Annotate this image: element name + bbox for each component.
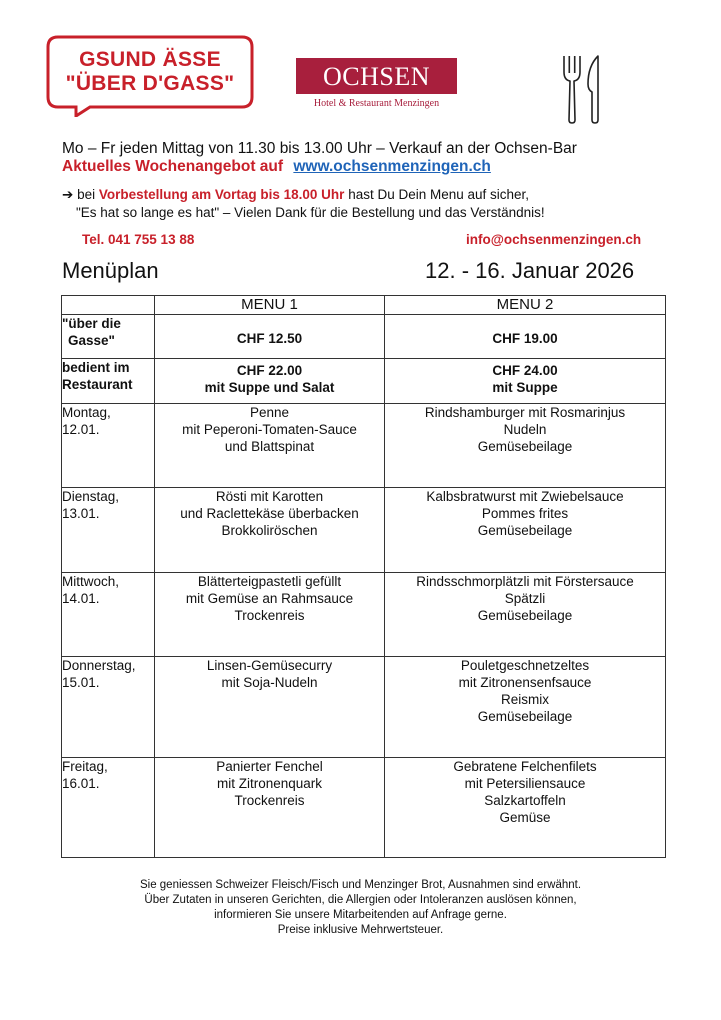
price-menu2: CHF 24.00 mit Suppe <box>385 359 666 404</box>
menu2-dish: Rindshamburger mit Rosmarinjus Nudeln Gemüsebeilage <box>385 404 666 488</box>
menu2-dish: Kalbsbratwurst mit Zwiebelsauce Pommes frites Gemüsebeilage <box>385 488 666 573</box>
gsund-aesse-badge <box>46 35 254 113</box>
day-cell: Dienstag, 13.01. <box>62 488 155 573</box>
fork-knife-icon <box>560 54 604 129</box>
price-menu2: CHF 19.00 <box>385 315 666 359</box>
preorder-note <box>62 187 529 203</box>
menu1-header: MENU 1 <box>155 296 385 315</box>
menu2-dish: Rindsschmorplätzli mit Förstersauce Spätzli Gemüsebeilage <box>385 573 666 657</box>
menu2-header: MENU 2 <box>385 296 666 315</box>
opening-hours: Mo – Fr jeden Mittag von 11.30 bis 13.00 Uhr – Verkauf an der Ochsen-Bar <box>62 140 577 157</box>
day-cell: Montag, 12.01. <box>62 404 155 488</box>
footer-line: Preise inklusive Mehrwertsteuer. <box>277 924 444 936</box>
page-title: Menüplan <box>62 258 159 283</box>
menu1-dish: Blätterteigpastetli gefüllt mit Gemüse an Rahmsauce Trockenreis <box>155 573 385 657</box>
price-menu1: CHF 12.50 <box>155 315 385 359</box>
price-menu1: CHF 22.00 mit Suppe und Salat <box>155 359 385 404</box>
price-row-restaurant <box>62 359 666 404</box>
table-row <box>62 488 666 573</box>
preorder-text1: bei <box>77 187 96 202</box>
menu2-dish: Pouletgeschnetzeltes mit Zitronensenfsauce Reismix Gemüsebeilage <box>385 657 666 758</box>
logo-subtitle: Hotel & Restaurant Menzingen <box>313 98 440 109</box>
table-row <box>62 657 666 758</box>
footer-line: Sie geniessen Schweizer Fleisch/Fisch und Menzinger Brot, Ausnahmen sind erwähnt. <box>139 879 582 891</box>
website-link[interactable]: www.ochsenmenzingen.ch <box>293 158 491 175</box>
footer-note <box>0 878 721 938</box>
logo-name: OCHSEN <box>296 58 457 94</box>
badge-line2: "ÜBER D'GASS" <box>65 72 235 95</box>
weekly-offer <box>62 158 491 176</box>
preorder-text2: hast Du Dein Menu auf sicher, <box>348 187 530 202</box>
day-cell: Donnerstag, 15.01. <box>62 657 155 758</box>
menu1-dish: Linsen-Gemüsecurry mit Soja-Nudeln <box>155 657 385 758</box>
price-label: bedient im Restaurant <box>62 359 155 404</box>
footer-line: Über Zutaten in unseren Gerichten, die Allergien oder Intoleranzen auslösen können, <box>144 894 577 906</box>
menu1-dish: Rösti mit Karotten und Raclettekäse überbacken Brokkoliröschen <box>155 488 385 573</box>
menu1-dish: Penne mit Peperoni-Tomaten-Sauce und Blattspinat <box>155 404 385 488</box>
table-row <box>62 404 666 488</box>
menu-table <box>61 295 666 858</box>
price-label: "über die Gasse" <box>62 315 155 359</box>
thanks-note: "Es hat so lange es hat" – Vielen Dank für die Bestellung und das Verständnis! <box>76 205 545 220</box>
price-row-takeaway <box>62 315 666 359</box>
table-header <box>62 296 666 315</box>
menu1-dish: Panierter Fenchel mit Zitronenquark Trockenreis <box>155 758 385 858</box>
badge-text <box>46 48 254 96</box>
phone-number[interactable]: Tel. 041 755 13 88 <box>82 232 195 247</box>
table-row <box>62 573 666 657</box>
offer-label: Aktuelles Wochenangebot auf <box>62 158 284 175</box>
preorder-highlight: Vorbestellung am Vortag bis 18.00 Uhr <box>98 187 345 202</box>
footer-line: informieren Sie unsere Mitarbeitenden auf Anfrage gerne. <box>214 909 507 921</box>
badge-line1: GSUND ÄSSE <box>79 48 221 71</box>
email-address[interactable]: info@ochsenmenzingen.ch <box>466 232 642 247</box>
table-row <box>62 758 666 858</box>
day-cell: Mittwoch, 14.01. <box>62 573 155 657</box>
date-range: 12. - 16. Januar 2026 <box>425 258 635 283</box>
day-cell: Freitag, 16.01. <box>62 758 155 858</box>
arrow-icon: ➔ <box>62 187 74 202</box>
menu2-dish: Gebratene Felchenfilets mit Petersiliensauce Salzkartoffeln Gemüse <box>385 758 666 858</box>
ochsen-logo <box>296 58 457 109</box>
